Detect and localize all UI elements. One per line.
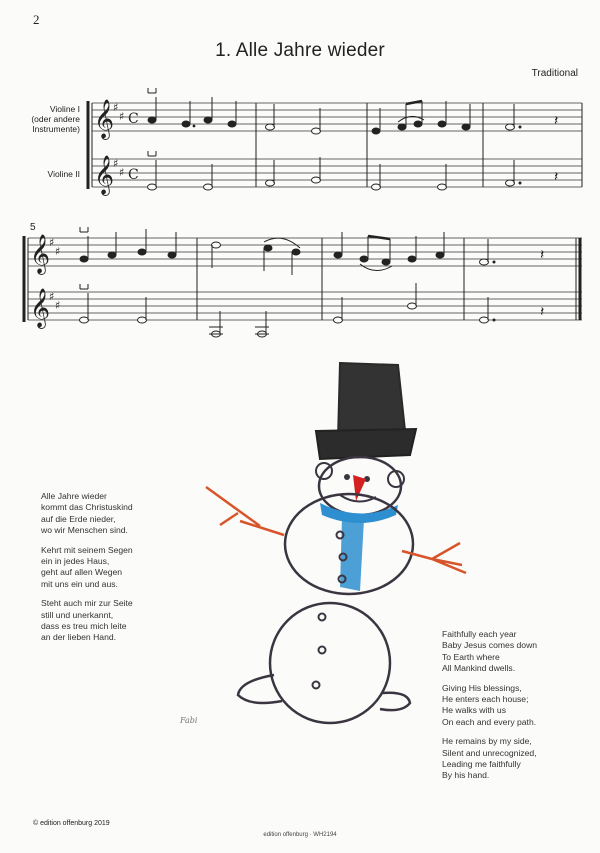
verse-line: He enters each house; <box>442 694 529 705</box>
svg-text:C: C <box>128 111 139 127</box>
svg-text:𝄞: 𝄞 <box>94 155 115 195</box>
verse-line: To Earth where <box>442 651 500 662</box>
verse-de-2 <box>41 545 181 591</box>
verse-en-1 <box>442 629 582 675</box>
snowman-hat-brim <box>316 429 416 459</box>
verse-line: still und unerkannt, <box>41 609 114 620</box>
svg-text:𝄽: 𝄽 <box>554 112 559 128</box>
verse-line: Steht auch mir zur Seite <box>41 598 133 609</box>
svg-text:𝄞: 𝄞 <box>30 234 51 274</box>
svg-text:♯: ♯ <box>119 110 125 123</box>
artist-signature: Fabi <box>180 716 198 725</box>
verse-line: By his hand. <box>442 770 490 781</box>
svg-text:♯: ♯ <box>119 166 125 179</box>
verse-line: He walks with us <box>442 705 506 716</box>
verse-line: He remains by my side, <box>442 736 532 747</box>
instrument-line: Violine II <box>47 169 80 179</box>
instrument-line: (oder andere <box>31 114 80 124</box>
svg-text:𝄽: 𝄽 <box>540 303 545 319</box>
notes-system-2-violin-2 <box>80 283 545 337</box>
verse-line: kommt das Christuskind <box>41 502 133 513</box>
svg-text:♯: ♯ <box>55 245 61 258</box>
lyrics-english <box>442 629 582 790</box>
svg-text:♯: ♯ <box>113 101 119 114</box>
page-number: 2 <box>33 12 40 27</box>
measure-number: 5 <box>30 222 36 233</box>
svg-text:♯: ♯ <box>113 157 119 170</box>
verse-line: auf die Erde nieder, <box>41 513 116 524</box>
verse-en-3 <box>442 736 582 782</box>
notes-system-1-violin-2 <box>148 151 559 190</box>
notes-system-1-violin-1 <box>148 88 558 134</box>
svg-text:C: C <box>128 167 139 183</box>
catalog-number: edition offenburg · WH2194 <box>263 832 337 838</box>
verse-line: an der lieben Hand. <box>41 632 117 643</box>
verse-de-1 <box>41 491 181 537</box>
verse-line: On each and every path. <box>442 716 537 727</box>
snowman-body-bottom <box>270 603 390 723</box>
snowman-nose <box>353 475 366 501</box>
verse-line: mit uns ein und aus. <box>41 578 118 589</box>
svg-text:♯: ♯ <box>55 299 61 312</box>
lyrics-german <box>41 491 181 652</box>
svg-text:𝄞: 𝄞 <box>30 288 51 328</box>
snowman-left-arm <box>206 487 284 535</box>
instrument-line: Violine I <box>49 104 80 114</box>
verse-de-3 <box>41 598 181 644</box>
svg-text:♯: ♯ <box>49 236 55 249</box>
verse-line: ein in jedes Haus, <box>41 556 110 567</box>
verse-line: All Mankind dwells. <box>442 663 516 674</box>
verse-line: Baby Jesus comes down <box>442 640 538 651</box>
verse-line: Silent and unrecognized, <box>442 747 537 758</box>
instrument-line: Instrumente) <box>32 124 80 134</box>
copyright-notice: © edition offenburg 2019 <box>33 820 110 827</box>
song-title: 1. Alle Jahre wieder <box>215 40 385 61</box>
notes-system-2-violin-1 <box>80 227 544 275</box>
verse-en-2 <box>442 683 582 729</box>
verse-line: geht auf allen Wegen <box>41 567 123 578</box>
svg-text:♯: ♯ <box>49 290 55 303</box>
verse-line: Giving His blessings, <box>442 682 522 693</box>
verse-line: dass es treu mich leite <box>41 621 127 632</box>
verse-line: wo wir Menschen sind. <box>41 525 128 536</box>
verse-line: Alle Jahre wieder <box>41 491 107 501</box>
svg-text:𝄽: 𝄽 <box>540 246 545 262</box>
verse-line: Kehrt mit seinem Segen <box>41 544 133 555</box>
clefs <box>30 99 139 329</box>
svg-text:𝄽: 𝄽 <box>554 168 559 184</box>
verse-line: Leading me faithfully <box>442 759 521 770</box>
verse-line: Faithfully each year <box>442 629 517 639</box>
composer-credit: Traditional <box>531 68 578 79</box>
snowman-drawing <box>170 355 480 745</box>
svg-text:𝄞: 𝄞 <box>94 99 115 139</box>
